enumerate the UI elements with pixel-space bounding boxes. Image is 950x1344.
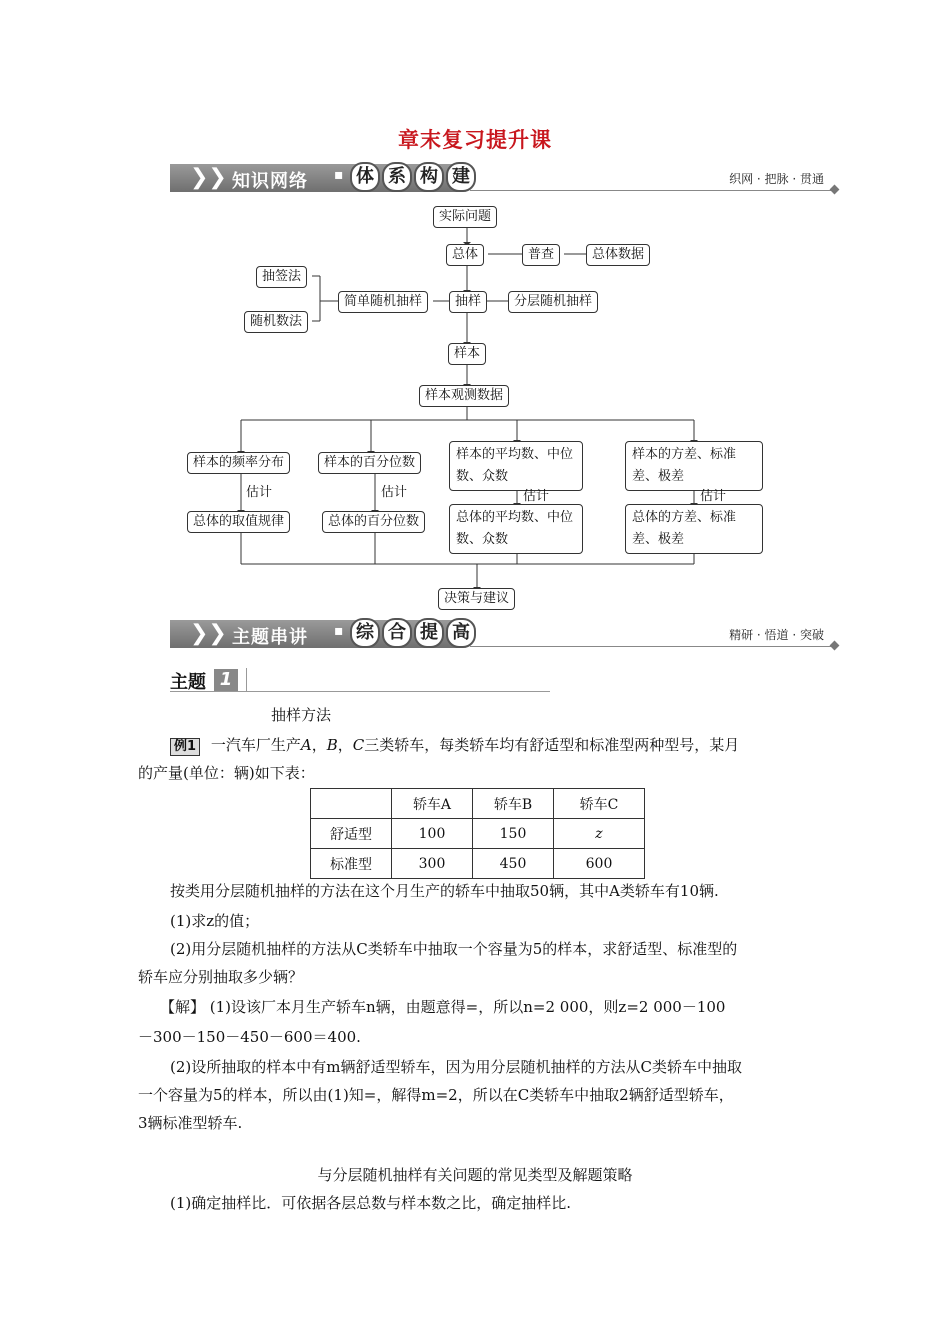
table-cell — [311, 789, 392, 819]
banner-char: 系 — [382, 162, 412, 192]
node-lottery: 抽签法 — [256, 266, 307, 288]
node-population-variance: 总体的方差、标准差、极差 — [625, 504, 763, 554]
table-cell: 100 — [392, 819, 473, 849]
dot-icon: ▪ — [334, 623, 344, 639]
page-title: 章末复习提升课 — [398, 128, 552, 152]
table-header-cell: 轿车B — [473, 789, 554, 819]
estimate-label: 估计 — [246, 485, 273, 500]
banner-char: 体 — [350, 162, 380, 192]
banner-char: 综 — [350, 618, 380, 648]
example-tag: 例1 — [170, 738, 200, 756]
text-line: (2)设所抽取的样本中有m辆舒适型轿车，因为用分层随机抽样的方法从C类轿车中抽取 — [170, 1058, 742, 1076]
node-actual-problem: 实际问题 — [433, 206, 497, 228]
node-census: 普查 — [522, 244, 560, 266]
example-text: 一汽车厂生产 — [210, 736, 301, 754]
table-row — [311, 819, 645, 849]
text-line: 按类用分层随机抽样的方法在这个月生产的轿车中抽取50辆，其中A类轿车有10辆. — [170, 882, 719, 900]
divider — [170, 691, 550, 692]
node-simple-random-sampling: 简单随机抽样 — [338, 291, 428, 313]
table-cell: 300 — [392, 849, 473, 879]
table-cell: 标准型 — [311, 849, 392, 879]
node-sample-percentile: 样本的百分位数 — [318, 452, 421, 474]
node-decision: 决策与建议 — [438, 588, 515, 610]
text-line: －300－150－450－600＝400. — [138, 1028, 361, 1046]
node-sample: 样本 — [448, 343, 486, 365]
example-stem: 例1 一汽车厂生产A，B，C三类轿车，每类轿车均有舒适型和标准型两种型号，某月 — [170, 730, 739, 760]
node-sample-data: 样本观测数据 — [419, 385, 509, 407]
banner-char: 合 — [382, 618, 412, 648]
chevron-icon: ❯❯ — [190, 621, 227, 646]
node-stratified-sampling: 分层随机抽样 — [508, 291, 598, 313]
table-row — [311, 849, 645, 879]
node-sample-mean: 样本的平均数、中位数、众数 — [449, 441, 583, 491]
section-banner-topics — [170, 618, 838, 650]
divider — [246, 668, 247, 692]
banner-char: 构 — [414, 162, 444, 192]
text-line: 轿车应分别抽取多少辆？ — [138, 968, 304, 986]
table-cell: 舒适型 — [311, 819, 392, 849]
node-population-distribution: 总体的取值规律 — [187, 511, 290, 533]
table-cell: z — [554, 819, 645, 849]
estimate-label: 估计 — [523, 489, 550, 504]
diamond-icon — [830, 641, 840, 651]
estimate-label: 估计 — [700, 489, 727, 504]
chevron-icon: ❯❯ — [190, 165, 227, 190]
node-population-data: 总体数据 — [586, 244, 650, 266]
dot-icon: ▪ — [334, 167, 344, 183]
node-population-mean: 总体的平均数、中位数、众数 — [449, 504, 583, 554]
text-line: (1)确定抽样比．可依据各层总数与样本数之比，确定抽样比. — [170, 1194, 572, 1212]
text-line: 3辆标准型轿车. — [138, 1114, 243, 1132]
table-cell: 600 — [554, 849, 645, 879]
table-header-cell: 轿车A — [392, 789, 473, 819]
banner-left-label: 知识网络 — [232, 171, 308, 192]
topic-title: 抽样方法 — [271, 706, 332, 724]
banner-tagline: 织网 · 把脉 · 贯通 — [729, 172, 824, 186]
banner-tagline: 精研 · 悟道 · 突破 — [729, 628, 824, 642]
table-cell: 150 — [473, 819, 554, 849]
text-line: 一个容量为5的样本，所以由(1)知=，解得m=2，所以在C类轿车中抽取2辆舒适型轿车， — [138, 1086, 734, 1104]
banner-char: 高 — [446, 618, 476, 648]
data-table — [310, 788, 645, 879]
node-population: 总体 — [446, 244, 484, 266]
topic-number: 1 — [214, 669, 238, 691]
table-header-row — [311, 789, 645, 819]
table-header-cell: 轿车C — [554, 789, 645, 819]
table-cell: 450 — [473, 849, 554, 879]
estimate-label: 估计 — [381, 485, 408, 500]
node-sample-variance: 样本的方差、标准差、极差 — [625, 441, 763, 491]
strategy-heading: 与分层随机抽样有关问题的常见类型及解题策略 — [317, 1166, 633, 1184]
example-stem-line2: 的产量(单位：辆)如下表： — [138, 764, 315, 782]
banner-left-label: 主题串讲 — [232, 627, 308, 648]
topic-label: 主题 — [170, 672, 206, 693]
banner-char: 建 — [446, 162, 476, 192]
banner-right-label — [350, 618, 476, 648]
solution-line: 【解】 (1)设该厂本月生产轿车n辆，由题意得=，所以n=2 000，则z=2 000－100 — [160, 998, 726, 1016]
text-line: (1)求z的值； — [170, 912, 260, 930]
node-random-number: 随机数法 — [244, 311, 308, 333]
text-line: (2)用分层随机抽样的方法从C类轿车中抽取一个容量为5的样本，求舒适型、标准型的 — [170, 940, 738, 958]
banner-char: 提 — [414, 618, 444, 648]
divider — [470, 646, 838, 647]
example-text: 三类轿车，每类轿车均有舒适型和标准型两种型号，某月 — [364, 736, 740, 754]
node-sampling: 抽样 — [449, 291, 487, 313]
node-population-percentile: 总体的百分位数 — [322, 511, 425, 533]
node-sample-frequency: 样本的频率分布 — [187, 452, 290, 474]
